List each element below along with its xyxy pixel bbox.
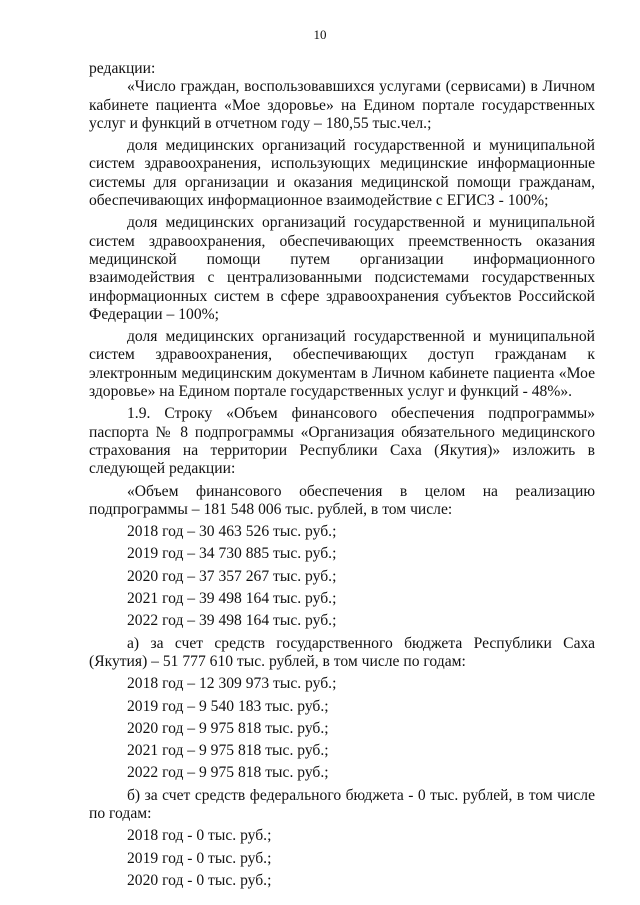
list-item: 2018 год – 12 309 973 тыс. руб.; [127, 675, 337, 693]
paragraph: доля медицинских организаций государственной и муниципальной систем здравоохранения, использующих медицинские информационные системы для организации и оказания медицинской помощи гражданам, обеспечивающих информационное взаимодействие с ЕГИСЗ - 100%; [89, 137, 595, 210]
list-item: 2020 год – 9 975 818 тыс. руб.; [127, 719, 329, 737]
list-item: 2018 год – 30 463 526 тыс. руб.; [127, 523, 337, 541]
list-item: 2022 год – 39 498 164 тыс. руб.; [127, 612, 337, 630]
list-item: 2021 год – 39 498 164 тыс. руб.; [127, 590, 337, 608]
paragraph: доля медицинских организаций государственной и муниципальной систем здравоохранения, обеспечивающих доступ гражданам к электронным медицинским документам в Личном кабинете пациента «Мое здоровье» на Едином портале государственных услуг и функций - 48%». [89, 328, 595, 401]
list-item: 2018 год - 0 тыс. руб.; [127, 827, 272, 845]
body-text [89, 60, 595, 890]
paragraph: доля медицинских организаций государственной и муниципальной систем здравоохранения, обеспечивающих преемственность оказания медицинской помощи путем организации информационного взаимодействия с централизованными подсистемами государственных информационных систем в сфере здравоохранения субъектов Российской Федерации – 100%; [89, 214, 595, 323]
paragraph: а) за счет средств государственного бюджета Республики Саха (Якутия) – 51 777 610 тыс. рублей, в том числе по годам: [89, 634, 595, 670]
paragraph: 1.9. Строку «Объем финансового обеспечения подпрограммы» паспорта № 8 подпрограммы «Организация обязательного медицинского страхования на территории Республики Саха (Якутия)» изложить в следующей редакции: [89, 405, 595, 478]
list-item: 2022 год – 9 975 818 тыс. руб.; [127, 764, 329, 782]
list-item: 2019 год – 9 540 183 тыс. руб.; [127, 697, 329, 715]
list-item: 2019 год - 0 тыс. руб.; [127, 849, 272, 867]
list-item: 2021 год – 9 975 818 тыс. руб.; [127, 742, 329, 760]
paragraph: редакции: [89, 60, 156, 77]
page-number: 10 [313, 27, 327, 42]
list-item: 2020 год – 37 357 267 тыс. руб.; [127, 567, 337, 585]
paragraph: б) за счет средств федерального бюджета - 0 тыс. рублей, в том числе по годам: [89, 786, 595, 822]
paragraph: «Объем финансового обеспечения в целом на реализацию подпрограммы – 181 548 006 тыс. рублей, в том числе: [89, 482, 595, 518]
paragraph: «Число граждан, воспользовавшихся услугами (сервисами) в Личном кабинете пациента «Мое здоровье» на Едином портале государственных услуг и функций в отчетном году – 180,55 тыс.чел.; [89, 78, 595, 132]
list-item: 2019 год – 34 730 885 тыс. руб.; [127, 545, 337, 563]
list-item: 2020 год - 0 тыс. руб.; [127, 871, 272, 889]
